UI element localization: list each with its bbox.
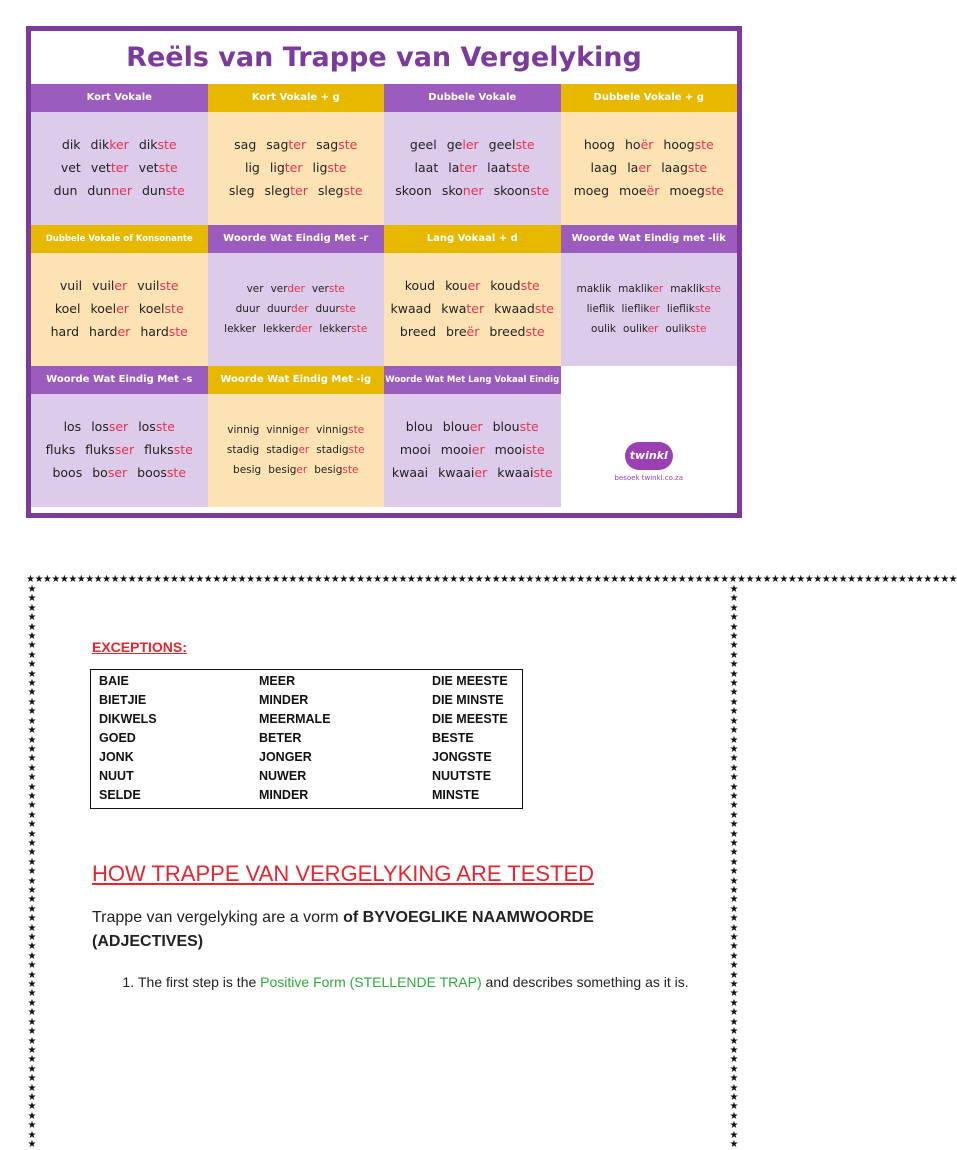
exception-row	[99, 672, 514, 691]
step-item	[138, 971, 698, 994]
word: koeler	[90, 301, 129, 316]
word-row	[208, 137, 385, 152]
word: ligter	[269, 160, 303, 175]
word-suffix: ste	[168, 324, 188, 339]
word: blou	[405, 419, 433, 434]
word: losste	[138, 419, 175, 434]
word: breed	[399, 324, 437, 339]
rule-heading: Dubbele Vokale of Konsonante	[31, 225, 208, 253]
word: geelste	[488, 137, 535, 152]
word: slegste	[317, 183, 363, 198]
word-row	[31, 442, 208, 457]
word-row	[208, 303, 385, 315]
rule-heading: Dubbele Vokale	[384, 84, 561, 112]
word: koelste	[138, 301, 184, 316]
word: laat	[414, 160, 439, 175]
word-suffix: ste	[533, 465, 553, 480]
rule-heading: Woorde Wat Eindig Met -ig	[208, 366, 385, 394]
rule-heading: Dubbele Vokale + g	[561, 84, 738, 112]
exception-cell: MINDER	[259, 693, 309, 707]
word: vuil	[59, 278, 83, 293]
word: later	[448, 160, 478, 175]
word-suffix: ste	[351, 322, 368, 335]
word: duurste	[315, 302, 356, 315]
word: vetste	[138, 160, 178, 175]
exception-cell: BESTE	[432, 731, 474, 745]
word-suffix: ste	[694, 137, 714, 152]
word-row	[31, 465, 208, 480]
word: skoner	[441, 183, 484, 198]
word-suffix: er	[652, 282, 664, 295]
word-row	[31, 183, 208, 198]
word-row	[561, 303, 738, 315]
rule-cell	[384, 366, 561, 507]
word: losser	[91, 419, 129, 434]
word: stadig	[226, 443, 260, 456]
word-suffix: er	[296, 463, 308, 476]
rule-heading: Kort Vokale	[31, 84, 208, 112]
word-suffix: er	[638, 160, 652, 175]
rule-heading: Lang Vokaal + d	[384, 225, 561, 253]
word: mooi	[399, 442, 431, 457]
word-suffix: ste	[338, 137, 358, 152]
word: ver	[246, 282, 264, 295]
word: geel	[409, 137, 437, 152]
word: lig	[244, 160, 260, 175]
rule-cell	[561, 225, 738, 366]
word-suffix: ste	[348, 443, 365, 456]
word-suffix: er	[467, 278, 481, 293]
word-row	[208, 160, 385, 175]
word: lieflik	[586, 302, 615, 315]
how-title: HOW TRAPPE VAN VERGELYKING ARE TESTED	[92, 861, 595, 886]
exception-cell: DIE MEESTE	[432, 712, 508, 726]
word-suffix: er	[114, 278, 128, 293]
word-row	[561, 183, 738, 198]
word: vet	[60, 160, 81, 175]
word: duurder	[266, 302, 309, 315]
word-suffix: ter	[284, 160, 303, 175]
rule-cell	[208, 84, 385, 225]
intro-paragraph	[92, 906, 682, 954]
exception-cell: NUUTSTE	[432, 769, 492, 783]
word-suffix: ter	[288, 137, 307, 152]
word: hoog	[583, 137, 615, 152]
word-suffix: er	[117, 324, 131, 339]
word-suffix: er	[647, 322, 659, 335]
exception-row	[99, 691, 514, 710]
exception-row	[99, 748, 514, 767]
intro-text: Trappe van vergelyking are a vorm	[92, 909, 344, 926]
poster	[26, 26, 742, 518]
star-border-left: ★★★★★★★★★★★★★★★★★★★★★★★★★★★★★★★★★★★★★★★★★★★★★★★★★★★★★★★★★★★★	[27, 584, 37, 1150]
word-row	[561, 283, 738, 295]
word: fluksste	[144, 442, 193, 457]
word-row	[384, 301, 561, 316]
word-suffix: ste	[155, 419, 175, 434]
step1-prefix: The first step is the	[138, 974, 261, 990]
rule-cell	[31, 84, 208, 225]
word: kouer	[445, 278, 481, 293]
word: kwater	[441, 301, 485, 316]
word-suffix: ste	[327, 160, 347, 175]
word: blouer	[442, 419, 483, 434]
word: verste	[311, 282, 345, 295]
exception-cell: MEERMALE	[259, 712, 331, 726]
word-suffix: ste	[328, 282, 345, 295]
word-row	[561, 160, 738, 175]
word: laag	[590, 160, 618, 175]
word: laer	[627, 160, 652, 175]
word: maklikste	[670, 282, 721, 295]
word-suffix: er	[298, 423, 310, 436]
word: kwaai	[391, 465, 429, 480]
word: sag	[234, 137, 257, 152]
word: koud	[404, 278, 436, 293]
exception-cell: NUUT	[99, 769, 134, 783]
rule-heading: Woorde Wat Eindig met -lik	[561, 225, 738, 253]
word: moegste	[669, 183, 724, 198]
word-suffix: ste	[525, 442, 545, 457]
word: sleg	[228, 183, 255, 198]
word-suffix: der	[294, 322, 313, 335]
word: dunner	[87, 183, 132, 198]
word: moeg	[573, 183, 610, 198]
word-suffix: der	[287, 282, 305, 295]
word: fluks	[45, 442, 76, 457]
star-border-right: ★★★★★★★★★★★★★★★★★★★★★★★★★★★★★★★★★★★★★★★★★★★★★★★★★★★★★★★★★★★★	[729, 584, 739, 1150]
exceptions-title: EXCEPTIONS:	[92, 639, 187, 655]
word: makliker	[618, 282, 664, 295]
exceptions-table	[90, 669, 523, 809]
word: moeër	[619, 183, 660, 198]
rules-grid	[31, 84, 737, 507]
word: kwaad	[390, 301, 432, 316]
star-border-top: ★★★★★★★★★★★★★★★★★★★★★★★★★★★★★★★★★★★★★★★★★★★★★★★★★★★★★★★★★★★★★★★★★★★★★★★★★★★★★★★★★★★★★★★★★★★★★★★★★★★★★★★★★★★★★★	[26, 574, 957, 585]
word: stadigste	[316, 443, 365, 456]
word-suffix: ste	[165, 183, 185, 198]
steps-list	[116, 971, 698, 994]
word: lekkerste	[319, 322, 368, 335]
word: kwaaier	[438, 465, 488, 480]
word-suffix: ner	[111, 183, 132, 198]
word-suffix: ser	[108, 419, 129, 434]
word-suffix: ste	[343, 183, 363, 198]
word: los	[63, 419, 82, 434]
word-suffix: ste	[687, 160, 708, 175]
word: slegter	[264, 183, 308, 198]
exception-cell: DIE MINSTE	[432, 693, 504, 707]
exception-cell: GOED	[99, 731, 136, 745]
word-row	[31, 137, 208, 152]
word: fluksser	[85, 442, 135, 457]
exception-cell: JONGER	[259, 750, 312, 764]
rule-heading: Kort Vokale + g	[208, 84, 385, 112]
word: besiger	[268, 463, 308, 476]
word: boser	[92, 465, 128, 480]
rule-cell	[31, 366, 208, 507]
word-row	[208, 444, 385, 456]
word-suffix: er	[298, 443, 310, 456]
word-suffix: ner	[462, 183, 484, 198]
rule-heading: Woorde Wat Met Lang Vokaal Eindig	[384, 366, 561, 394]
word-row	[208, 183, 385, 198]
exception-row	[99, 786, 514, 805]
word: boos	[52, 465, 83, 480]
word-row	[561, 137, 738, 152]
word: blouste	[492, 419, 539, 434]
exception-cell: DIKWELS	[99, 712, 157, 726]
word-row	[561, 323, 738, 335]
word: dikste	[138, 137, 177, 152]
word-row	[384, 465, 561, 480]
word-suffix: ser	[114, 442, 135, 457]
word-row	[384, 183, 561, 198]
word: kwaadste	[494, 301, 554, 316]
word: hoogste	[663, 137, 714, 152]
word-row	[384, 419, 561, 434]
word: boosste	[137, 465, 187, 480]
word-suffix: ste	[173, 442, 193, 457]
rule-heading: Woorde Wat Eindig Met -r	[208, 225, 385, 253]
word: liefliker	[621, 302, 660, 315]
exception-cell: BAIE	[99, 674, 129, 688]
word-suffix: der	[291, 302, 309, 315]
word-suffix: ste	[530, 183, 550, 198]
word: koudste	[490, 278, 540, 293]
logo-cell	[561, 366, 738, 507]
word-suffix: er	[649, 302, 660, 315]
word: vetter	[90, 160, 129, 175]
word: vuilste	[137, 278, 179, 293]
word-suffix: ste	[342, 463, 359, 476]
word: besigste	[314, 463, 359, 476]
word-suffix: ste	[704, 183, 724, 198]
word: dikker	[90, 137, 129, 152]
word-suffix: ter	[110, 160, 129, 175]
word: koel	[54, 301, 81, 316]
word-suffix: ër	[646, 183, 660, 198]
word: duur	[235, 302, 260, 315]
word: geler	[446, 137, 479, 152]
exception-cell: JONGSTE	[432, 750, 492, 764]
word: dik	[61, 137, 81, 152]
word: hard	[50, 324, 80, 339]
word-suffix: ter	[466, 301, 485, 316]
word-suffix: ste	[157, 137, 177, 152]
exception-cell: NUWER	[259, 769, 307, 783]
exception-cell: JONK	[99, 750, 134, 764]
word-suffix: ste	[694, 302, 711, 315]
word-row	[384, 137, 561, 152]
word-suffix: ste	[510, 160, 530, 175]
word: ligste	[312, 160, 347, 175]
exception-cell: SELDE	[99, 788, 141, 802]
word: lekker	[224, 322, 257, 335]
word-suffix: er	[474, 465, 488, 480]
word: dun	[53, 183, 78, 198]
exception-row	[99, 729, 514, 748]
rule-cell	[384, 225, 561, 366]
word-row	[208, 323, 385, 335]
word-row	[384, 324, 561, 339]
word-suffix: ste	[166, 465, 187, 480]
rule-cell	[384, 84, 561, 225]
word: mooier	[440, 442, 485, 457]
exception-row	[99, 767, 514, 786]
word-row	[384, 278, 561, 293]
word: breedste	[489, 324, 545, 339]
word-suffix: er	[469, 419, 483, 434]
word: mooiste	[494, 442, 545, 457]
word-row	[208, 464, 385, 476]
word-suffix: ste	[339, 302, 356, 315]
poster-title: Reëls van Trappe van Vergelyking	[126, 42, 642, 73]
exception-cell: DIE MEESTE	[432, 674, 508, 688]
word: vuiler	[92, 278, 128, 293]
word-suffix: ste	[690, 322, 707, 335]
exception-cell: MINDER	[259, 788, 309, 802]
word-suffix: ser	[107, 465, 128, 480]
word-suffix: ker	[109, 137, 129, 152]
word-row	[208, 424, 385, 436]
word: ouliker	[623, 322, 659, 335]
word: lieflikste	[666, 302, 711, 315]
word-row	[31, 278, 208, 293]
step1-highlight: Positive Form (STELLENDE TRAP)	[260, 974, 482, 990]
rule-cell	[31, 225, 208, 366]
step1-suffix: and describes something as it is.	[481, 974, 689, 990]
word: kwaaiste	[497, 465, 553, 480]
exception-cell: BIETJIE	[99, 693, 147, 707]
word-suffix: er	[471, 442, 485, 457]
word-suffix: ter	[290, 183, 308, 198]
word: dunste	[141, 183, 185, 198]
exception-cell: BETER	[259, 731, 302, 745]
word-suffix: ler	[462, 137, 479, 152]
word: sagste	[316, 137, 358, 152]
word-suffix: ter	[459, 160, 478, 175]
word: laagste	[661, 160, 708, 175]
word: hoër	[624, 137, 654, 152]
word-suffix: ër	[466, 324, 480, 339]
word: vinniger	[266, 423, 310, 436]
word-row	[31, 160, 208, 175]
word-suffix: ër	[640, 137, 654, 152]
word: hardste	[140, 324, 188, 339]
word: oulik	[591, 322, 617, 335]
word: stadiger	[266, 443, 310, 456]
rule-heading: Woorde Wat Eindig Met -s	[31, 366, 208, 394]
exception-row	[99, 710, 514, 729]
word-suffix: ste	[158, 160, 178, 175]
word: laatste	[487, 160, 530, 175]
word-row	[31, 419, 208, 434]
word-suffix: ste	[348, 423, 365, 436]
logo-url[interactable]: besoek twinkl.co.za	[614, 473, 684, 482]
rule-cell	[208, 225, 385, 366]
word: skoonste	[493, 183, 550, 198]
word: besig	[233, 463, 262, 476]
word: vinnig	[227, 423, 260, 436]
word-suffix: ste	[159, 278, 179, 293]
rule-cell	[561, 84, 738, 225]
word-row	[208, 283, 385, 295]
word-suffix: ste	[534, 301, 554, 316]
intro-bold: of BYVOEGLIKE NAAMWOORDE (ADJECTIVES)	[92, 909, 594, 950]
exception-cell: MINSTE	[432, 788, 480, 802]
word-row	[31, 301, 208, 316]
word-row	[384, 160, 561, 175]
rule-cell	[208, 366, 385, 507]
word-row	[31, 324, 208, 339]
word: lekkerder	[263, 322, 313, 335]
word-row	[384, 442, 561, 457]
twinkl-logo[interactable]: twinkl	[625, 442, 673, 470]
word: skoon	[395, 183, 432, 198]
word-suffix: ste	[164, 301, 184, 316]
exception-cell: MEER	[259, 674, 296, 688]
word: maklik	[576, 282, 612, 295]
word-suffix: er	[116, 301, 129, 316]
word-suffix: ste	[519, 419, 539, 434]
exceptions-document	[26, 573, 957, 1150]
word-suffix: ste	[520, 278, 540, 293]
word: breër	[446, 324, 480, 339]
word: oulikste	[665, 322, 707, 335]
word: verder	[270, 282, 305, 295]
word-suffix: ste	[704, 282, 721, 295]
word-suffix: ste	[525, 324, 545, 339]
word: vinnigste	[316, 423, 365, 436]
word: harder	[89, 324, 131, 339]
word: sagter	[266, 137, 307, 152]
word-suffix: ste	[515, 137, 535, 152]
